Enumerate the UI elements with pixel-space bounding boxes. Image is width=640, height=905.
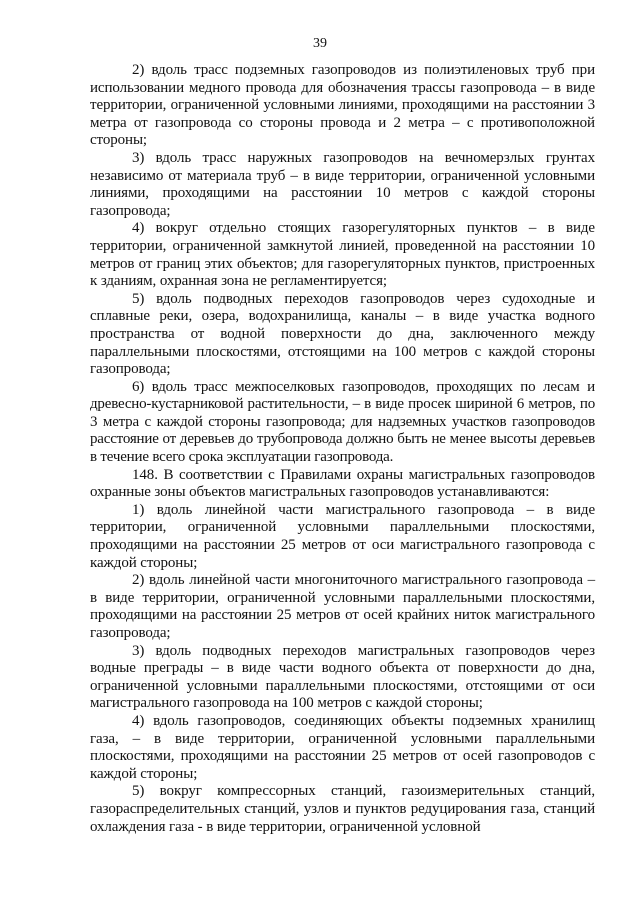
paragraph-148-item-1-linear-part: 1) вдоль линейной части магистрального газопровода – в виде территории, ограниченной условными параллельными плоскостями, проходящими на расстоянии 25 метров от оси магистрального газопровода с каждой стороны; bbox=[90, 501, 595, 571]
paragraph-148-item-5-compressor-stations: 5) вокруг компрессорных станций, газоизмерительных станций, газораспределительных станций, узлов и пунктов редуцирования газа, станций охлаждения газа - в виде территории, ограниченной условной bbox=[90, 783, 595, 835]
paragraph-item-4-gas-regulating-points: 4) вокруг отдельно стоящих газорегуляторных пунктов – в виде территории, ограниченной замкнутой линией, проведенной на расстоянии 10 метров от границ этих объектов; для газорегуляторных пунктов, пристроенных к зданиям, охранная зона не регламентируется; bbox=[90, 220, 595, 290]
paragraph-148-main-pipelines: 148. В соответствии с Правилами охраны магистральных газопроводов охранные зоны объектов магистральных газопроводов устанавливаются: bbox=[90, 466, 595, 501]
paragraph-148-item-4-underground-storage: 4) вдоль газопроводов, соединяющих объекты подземных хранилищ газа, – в виде территории, ограниченной условными параллельными плоскостями, проходящими на расстоянии 25 метров от осей газопроводов с каждой стороны; bbox=[90, 712, 595, 782]
paragraph-item-3-permafrost: 3) вдоль трасс наружных газопроводов на вечномерзлых грунтах независимо от материала труб – в виде территории, ограниченной условными линиями, проходящими на расстоянии 10 метров с каждой стороны газопровода; bbox=[90, 149, 595, 219]
paragraph-item-2-polyethylene: 2) вдоль трасс подземных газопроводов из полиэтиленовых труб при использовании медного провода для обозначения трассы газопровода – в виде территории, ограниченной условными линиями, проходящими на расстоянии 3 метра от газопровода со стороны провода и 2 метра – с противоположной стороны; bbox=[90, 62, 595, 149]
page-number: 39 bbox=[313, 36, 327, 51]
paragraph-148-item-2-multi-line: 2) вдоль линейной части многониточного магистрального газопровода – в виде территории, ограниченной условными параллельными плоскостями, проходящими на расстоянии 25 метров от осей крайних ниток магистрального газопровода; bbox=[90, 572, 595, 641]
document-body bbox=[90, 62, 595, 836]
paragraph-148-item-3-water-barriers: 3) вдоль подводных переходов магистральных газопроводов через водные преграды – в виде части водного объекта от поверхности до дна, ограниченной условными параллельными плоскостями, отстоящими от оси магистрального газопровода на 100 метров с каждой стороны; bbox=[90, 642, 595, 712]
paragraph-item-6-forest-clearings: 6) вдоль трасс межпоселковых газопроводов, проходящих по лесам и древесно-кустарниковой растительности, – в виде просек шириной 6 метров, по 3 метра с каждой стороны газопровода; для надземных участков газопроводов расстояние от деревьев до трубопровода должно быть не менее высоты деревьев в течение всего срока эксплуатации газопровода. bbox=[90, 378, 595, 466]
paragraph-item-5-underwater-crossings: 5) вдоль подводных переходов газопроводов через судоходные и сплавные реки, озера, водохранилища, каналы – в виде участка водного пространства от водной поверхности до дна, заключенного между параллельными плоскостями, отстоящими на 100 метров с каждой стороны газопровода; bbox=[90, 290, 595, 378]
